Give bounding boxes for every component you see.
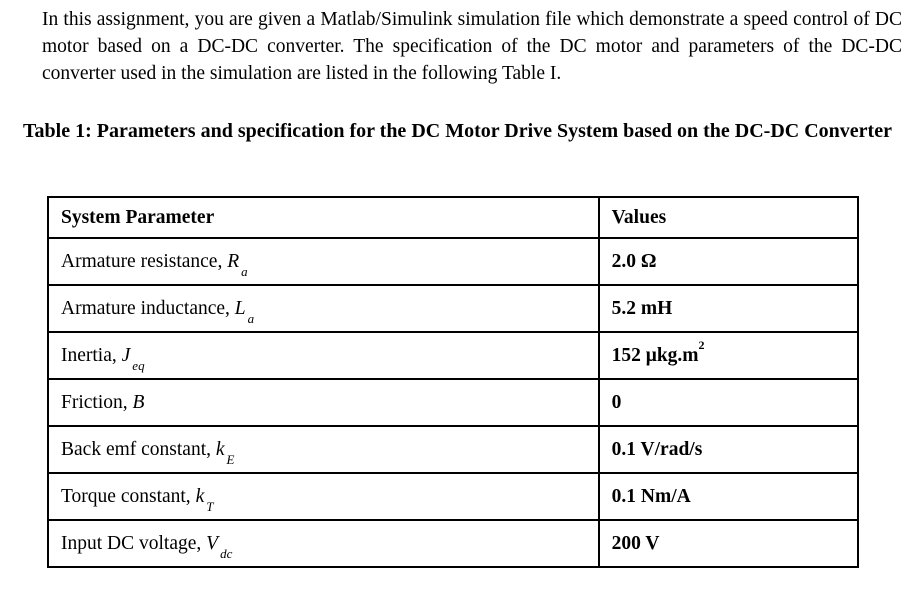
table-header-row: [48, 197, 858, 238]
table-row: [48, 285, 858, 332]
value-cell: [599, 332, 858, 379]
value-cell: [599, 520, 858, 567]
param-cell: [48, 473, 599, 520]
value-cell: [599, 379, 858, 426]
param-cell: [48, 520, 599, 567]
table-row: [48, 332, 858, 379]
param-cell: [48, 285, 599, 332]
table-caption: Table 1: Parameters and specification for the DC Motor Drive System based on the DC-DC Converter: [23, 120, 892, 142]
param-value: 0.1 V/rad/s: [611, 438, 703, 460]
param-value: 200 V: [611, 532, 660, 554]
param-label: Inertia,: [61, 344, 117, 366]
param-cell: [48, 332, 599, 379]
param-label: Back emf constant,: [61, 438, 211, 460]
value-cell: [599, 426, 858, 473]
header-values: Values: [599, 197, 858, 238]
param-label: Friction,: [61, 391, 128, 413]
table-row: [48, 473, 858, 520]
param-subscript: a: [241, 263, 248, 279]
param-symbol: k: [215, 438, 225, 460]
param-subscript: eq: [132, 357, 145, 373]
table-row: [48, 426, 858, 473]
parameters-table: [47, 196, 859, 568]
param-value: 2.0 Ω: [611, 250, 657, 272]
param-value: 0: [611, 391, 622, 413]
param-value: 5.2 mH: [611, 297, 673, 319]
param-value: 152 μkg.m: [611, 344, 699, 366]
param-label: Armature inductance,: [61, 297, 230, 319]
param-cell: [48, 426, 599, 473]
param-subscript: a: [247, 310, 255, 326]
value-cell: [599, 238, 858, 285]
param-subscript: dc: [220, 545, 233, 561]
param-subscript: E: [226, 451, 235, 467]
param-symbol: R: [227, 250, 240, 272]
param-symbol: k: [195, 485, 205, 507]
value-cell: [599, 285, 858, 332]
param-cell: [48, 379, 599, 426]
param-symbol: J: [121, 344, 131, 366]
value-cell: [599, 473, 858, 520]
param-symbol: B: [132, 391, 145, 413]
param-symbol: V: [206, 532, 219, 554]
param-label: Armature resistance,: [61, 250, 223, 272]
param-cell: [48, 238, 599, 285]
param-subscript: T: [206, 498, 214, 514]
table-row: [48, 238, 858, 285]
table-row: [48, 379, 858, 426]
table-row: [48, 520, 858, 567]
intro-paragraph: In this assignment, you are given a Matlab/Simulink simulation file which demonstrate a speed control of DC motor based on a DC-DC converter. The specification of the DC motor and parameters of the DC-DC converter used in the simulation are listed in the following Table I.: [42, 9, 902, 84]
param-label: Input DC voltage,: [61, 532, 202, 554]
header-system-parameter: System Parameter: [48, 197, 599, 238]
param-label: Torque constant,: [61, 485, 191, 507]
param-value: 0.1 Nm/A: [611, 485, 691, 507]
param-symbol: L: [234, 297, 246, 319]
value-superscript: 2: [698, 337, 705, 352]
